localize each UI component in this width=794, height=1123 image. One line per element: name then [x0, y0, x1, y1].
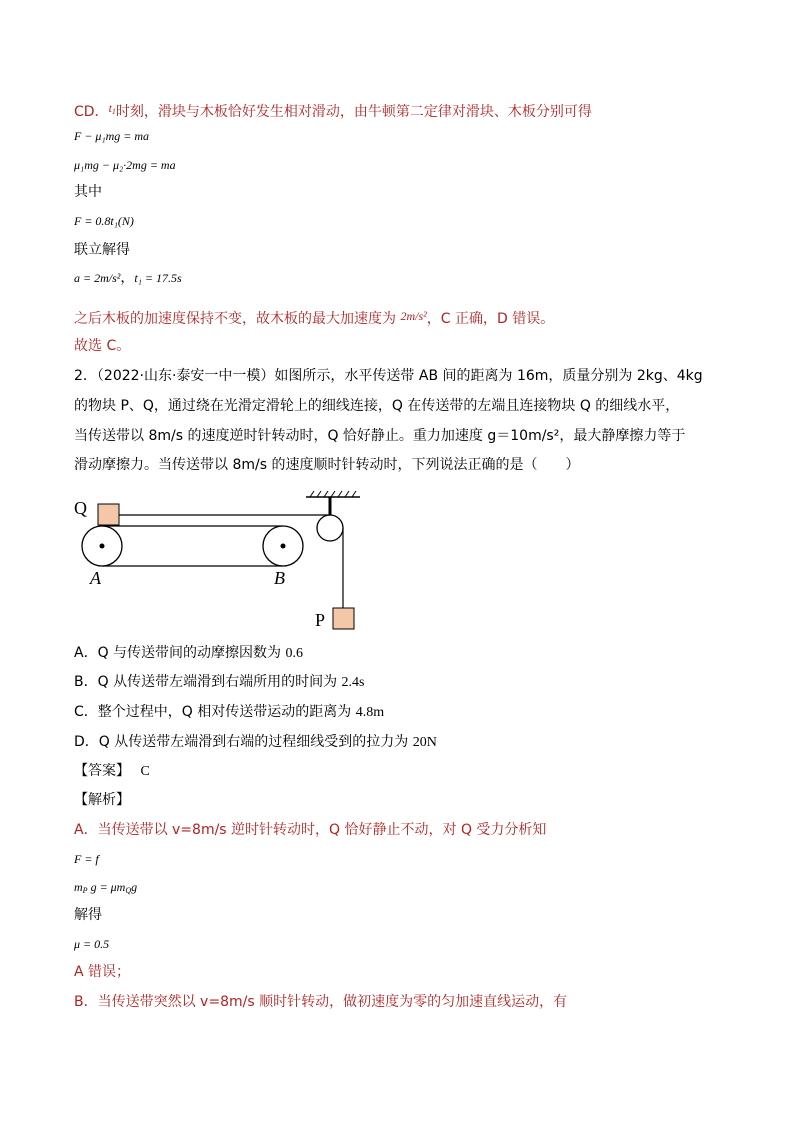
- equation-2: μ₁mg − μ₂·2mg = ma: [74, 158, 176, 172]
- t1-symbol: $t_1$: [108, 101, 116, 116]
- after-text-2: ，C 正确，D 错误。: [426, 311, 555, 327]
- label-a: A: [90, 568, 101, 588]
- conveyor-figure: [74, 488, 374, 636]
- q2-line-4: 滑动摩擦力。当传送带以 8m/s 的速度顺时针转动时，下列说法正确的是（ ）: [74, 457, 580, 473]
- roller-b-axle: [281, 544, 286, 549]
- option-c: C．整个过程中，Q 相对传送带运动的距离为 4.8m: [74, 704, 385, 720]
- option-d: D．Q 从传送带左端滑到右端的过程细线受到的拉力为 20N: [74, 734, 437, 750]
- solution-eq-2: $m_P$ $g = \mu m_Qg$: [74, 880, 138, 895]
- guxuan-text: 故选 C。: [74, 338, 131, 354]
- result-sep: ，: [120, 270, 135, 286]
- q2-line-2: 的物块 P、Q，通过绕在光滑定滑轮上的细线连接，Q 在传送带的左端且连接物块 Q 的细线水平，: [74, 398, 680, 414]
- solution-eq-3: μ = 0.5: [74, 937, 110, 951]
- answer-value: C: [140, 764, 150, 779]
- cd-text: 时刻，滑块与木板恰好发生相对滑动，由牛顿第二定律对滑块、木板分别可得: [115, 104, 592, 120]
- q2-line-3: 当传送带以 8m/s 的速度逆时针转动时，Q 恰好静止。重力加速度 g＝10m/s²，最大静摩擦力等于: [74, 428, 686, 444]
- result-line: [74, 268, 182, 288]
- block-q: [98, 504, 119, 525]
- cd-intro: [74, 98, 592, 122]
- label-p: P: [315, 610, 326, 630]
- pulley: [317, 515, 343, 541]
- result-t1: t₁ = 17.5s: [134, 271, 182, 285]
- q2-line-1: 2．（2022·山东·泰安一中一模）如图所示，水平传送带 AB 间的距离为 16m，质量分别为 2kg、4kg: [74, 368, 703, 384]
- jiede-text: 解得: [74, 907, 102, 923]
- solution-b-text: B．当传送带突然以 v=8m/s 顺时针转动，做初速度为零的匀加速直线运动，有: [74, 994, 568, 1010]
- solution-a-text: A．当传送带以 v=8m/s 逆时针转动时，Q 恰好静止不动，对 Q 受力分析知: [74, 822, 547, 838]
- ceiling-hatch: [310, 491, 356, 497]
- after-line: [74, 306, 554, 329]
- result-a: a = 2m/s²: [74, 271, 121, 285]
- equation-3: F = 0.8t₁(N): [74, 214, 134, 228]
- cd-prefix: CD．: [74, 104, 109, 120]
- after-value: 2m/s²: [400, 309, 427, 323]
- a-wrong-text: A 错误；: [74, 964, 131, 980]
- qizhong-text: 其中: [74, 184, 102, 200]
- solution-eq-1: F = f: [74, 852, 99, 866]
- label-b: B: [274, 568, 285, 588]
- option-a: A．Q 与传送带间的动摩擦因数为 0.6: [74, 645, 304, 661]
- analysis-label: 【解析】: [74, 792, 130, 808]
- answer-label: 【答案】: [74, 763, 130, 779]
- option-b: B．Q 从传送带左端滑到右端所用的时间为 2.4s: [74, 674, 365, 690]
- label-q: Q: [74, 498, 87, 518]
- equation-1: F − μ₁mg = ma: [74, 129, 150, 143]
- roller-a-axle: [100, 544, 105, 549]
- block-p: [333, 608, 354, 629]
- after-text-1: 之后木板的加速度保持不变，故木板的最大加速度为: [74, 311, 396, 327]
- answer-line: [74, 761, 150, 782]
- lianli-text: 联立解得: [74, 242, 130, 258]
